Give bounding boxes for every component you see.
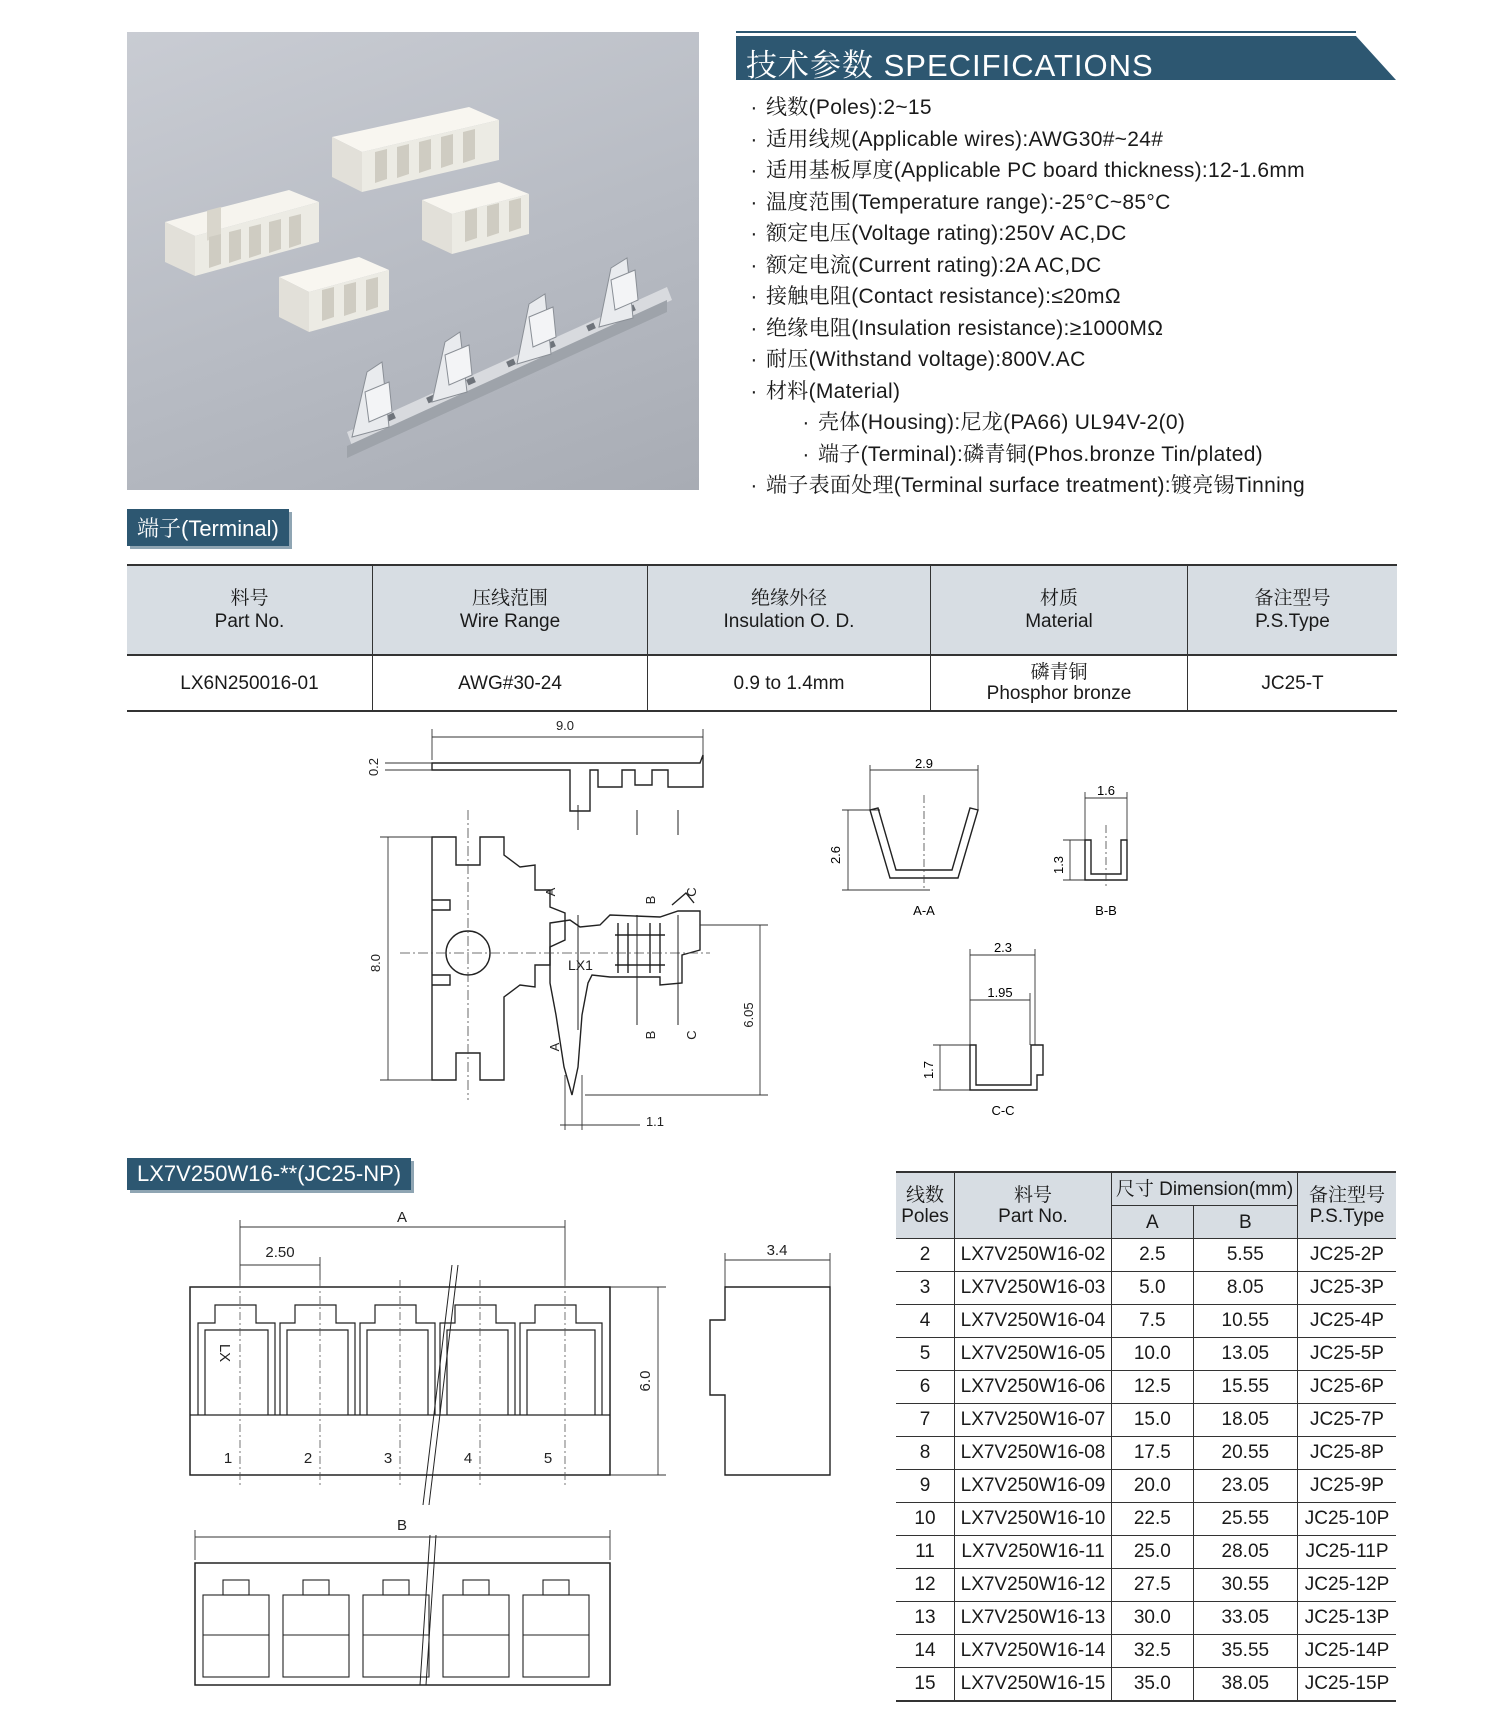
cell-dim-a: 5.0	[1112, 1272, 1194, 1305]
pin-number: 2	[303, 1450, 313, 1467]
pitch-label: 2.50	[265, 1244, 295, 1261]
cell-ps-type: JC25-15P	[1298, 1668, 1397, 1702]
table-row	[127, 655, 1397, 711]
section-aa-drawing	[830, 750, 1000, 920]
cell-part-no: LX7V250W16-14	[955, 1635, 1112, 1668]
header-ps-type: 备注型号 P.S.Type	[1298, 1172, 1397, 1239]
cell-part-no: LX7V250W16-03	[955, 1272, 1112, 1305]
spec-item: · 温度范围(Temperature range):-25°C~85°C	[750, 190, 1171, 214]
spec-item: · 接触电阻(Contact resistance):≤20mΩ	[750, 285, 1121, 308]
cell-dim-a: 12.5	[1112, 1371, 1194, 1404]
table-row	[896, 1404, 1396, 1437]
cell-dim-b: 13.05	[1193, 1338, 1297, 1371]
cell-ps-type: JC25-2P	[1298, 1239, 1397, 1272]
aa-width-label: 2.9	[914, 756, 934, 771]
cell-part-no: LX7V250W16-09	[955, 1470, 1112, 1503]
aa-height-label: 2.6	[828, 845, 843, 865]
cell-ps-type: JC25-7P	[1298, 1404, 1397, 1437]
table-row	[896, 1668, 1396, 1702]
table-row	[896, 1503, 1396, 1536]
table-row	[896, 1470, 1396, 1503]
cell-part-no: LX7V250W16-02	[955, 1239, 1112, 1272]
cell-ps-type: JC25-3P	[1298, 1272, 1397, 1305]
terminal-strip-image	[347, 258, 672, 458]
cell-ps-type: JC25-13P	[1298, 1602, 1397, 1635]
cell-part-no: LX7V250W16-10	[955, 1503, 1112, 1536]
cell-dim-b: 38.05	[1193, 1668, 1297, 1702]
section-b-bottom: B	[643, 1030, 658, 1040]
cell-part-no: LX7V250W16-13	[955, 1602, 1112, 1635]
spec-item: · 绝缘电阻(Insulation resistance):≥1000MΩ	[750, 316, 1164, 340]
cell-dim-b: 5.55	[1193, 1239, 1297, 1272]
dim-b-label: B	[396, 1517, 408, 1534]
cell-dim-b: 25.55	[1193, 1503, 1297, 1536]
housing-side-view	[710, 1287, 830, 1475]
cell-dim-a: 2.5	[1112, 1239, 1194, 1272]
cell-dim-b: 23.05	[1193, 1470, 1297, 1503]
header-ps-type: 备注型号 P.S.Type	[1188, 565, 1398, 655]
table-row	[896, 1569, 1396, 1602]
cell-ps-type: JC25-12P	[1298, 1569, 1397, 1602]
cell-ps-type: JC25-9P	[1298, 1470, 1397, 1503]
table-row	[896, 1338, 1396, 1371]
dim-9-label: 9.0	[555, 718, 575, 733]
section-c-bottom: C	[684, 1030, 699, 1040]
bb-width-label: 1.6	[1096, 783, 1116, 798]
connector-illustration	[127, 32, 699, 490]
header-dimension: 尺寸 Dimension(mm)	[1112, 1172, 1298, 1206]
cell-dim-b: 30.55	[1193, 1569, 1297, 1602]
cell-part-no: LX7V250W16-05	[955, 1338, 1112, 1371]
spec-item: · 材料(Material)	[750, 379, 901, 403]
cell-poles: 5	[896, 1338, 955, 1371]
cell-poles: 10	[896, 1503, 955, 1536]
cc-label: C-C	[991, 1103, 1015, 1118]
table-row	[896, 1272, 1396, 1305]
cell-wire-range: AWG#30-24	[373, 655, 648, 711]
cell-poles: 11	[896, 1536, 955, 1569]
cell-part-no: LX7V250W16-12	[955, 1569, 1112, 1602]
table-row	[896, 1305, 1396, 1338]
spec-subitem: · 端子(Terminal):磷青铜(Phos.bronze Tin/plated)	[802, 442, 1263, 466]
cell-dim-a: 17.5	[1112, 1437, 1194, 1470]
pin-number: 4	[463, 1450, 473, 1467]
cell-dim-b: 15.55	[1193, 1371, 1297, 1404]
cell-dim-b: 20.55	[1193, 1437, 1297, 1470]
housing-section-tag: LX7V250W16-**(JC25-NP)	[127, 1158, 411, 1190]
aa-label: A-A	[913, 903, 935, 918]
cell-ps-type: JC25-6P	[1298, 1371, 1397, 1404]
cell-dim-a: 15.0	[1112, 1404, 1194, 1437]
dim-11-label: 1.1	[645, 1114, 665, 1129]
cell-dim-a: 35.0	[1112, 1668, 1194, 1702]
lx1-label: LX1	[568, 957, 593, 973]
header-part-no: 料号 Part No.	[955, 1172, 1112, 1239]
dim-605-label: 6.05	[741, 1002, 756, 1028]
header-part-no: 料号 Part No.	[127, 565, 373, 655]
table-row	[896, 1536, 1396, 1569]
pin-centerlines	[240, 1280, 565, 1485]
cell-poles: 14	[896, 1635, 955, 1668]
cell-ps-type: JC25-5P	[1298, 1338, 1397, 1371]
cell-poles: 3	[896, 1272, 955, 1305]
cell-dim-b: 33.05	[1193, 1602, 1297, 1635]
header-wire-range: 压线范围 Wire Range	[373, 565, 648, 655]
cc-width-label: 2.3	[993, 940, 1013, 955]
cell-dim-a: 32.5	[1112, 1635, 1194, 1668]
header-b: B	[1193, 1206, 1297, 1239]
cell-poles: 8	[896, 1437, 955, 1470]
section-a-top: A	[543, 887, 558, 897]
pin-number: 5	[543, 1450, 553, 1467]
terminal-drawing	[360, 715, 800, 1135]
header-material: 材质 Material	[931, 565, 1188, 655]
cell-dim-b: 35.55	[1193, 1635, 1297, 1668]
spec-item: · 适用基板厚度(Applicable PC board thickness):12-1.6mm	[750, 159, 1305, 182]
spec-item: · 额定电流(Current rating):2A AC,DC	[750, 253, 1102, 277]
table-row	[896, 1371, 1396, 1404]
cell-ps-type: JC25-T	[1261, 672, 1324, 694]
header-insulation: 绝缘外径 Insulation O. D.	[648, 565, 931, 655]
spec-item: · 线数(Poles):2~15	[750, 96, 932, 119]
dim-a-label: A	[396, 1209, 408, 1226]
cell-ps-type: JC25-8P	[1298, 1437, 1397, 1470]
spec-item: · 适用线规(Applicable wires):AWG30#~24#	[750, 127, 1164, 151]
cell-dim-a: 22.5	[1112, 1503, 1194, 1536]
side-width-label: 3.4	[766, 1242, 788, 1259]
cell-dim-a: 10.0	[1112, 1338, 1194, 1371]
pole-table-body	[896, 1239, 1396, 1702]
cell-poles: 6	[896, 1371, 955, 1404]
cell-part-no: LX7V250W16-04	[955, 1305, 1112, 1338]
specifications-list	[742, 92, 1402, 502]
specifications-title: 技术参数 SPECIFICATIONS	[746, 48, 1154, 83]
dim-8-label: 8.0	[368, 953, 383, 973]
pin-number: 3	[383, 1450, 393, 1467]
cell-ps-type: JC25-10P	[1298, 1503, 1397, 1536]
header-poles: 线数 Poles	[896, 1172, 955, 1239]
dim-h-label: 6.0	[637, 1370, 654, 1392]
cell-poles: 13	[896, 1602, 955, 1635]
section-a-bottom: A	[547, 1042, 562, 1052]
section-bb-drawing	[1051, 780, 1175, 920]
spec-item: · 额定电压(Voltage rating):250V AC,DC	[750, 222, 1127, 245]
cell-part-no: LX6N250016-01	[127, 655, 373, 711]
housing-drawing	[180, 1205, 870, 1705]
table-row	[896, 1635, 1396, 1668]
section-c-top: C	[684, 887, 699, 897]
cell-dim-a: 25.0	[1112, 1536, 1194, 1569]
cell-insulation: 0.9 to 1.4mm	[648, 655, 931, 711]
cell-dim-b: 18.05	[1193, 1404, 1297, 1437]
cc-height-label: 1.7	[921, 1060, 936, 1080]
cell-dim-a: 30.0	[1112, 1602, 1194, 1635]
section-cc-drawing	[915, 935, 1055, 1125]
cell-dim-b: 8.05	[1193, 1272, 1297, 1305]
spec-item: · 耐压(Withstand voltage):800V.AC	[750, 348, 1086, 371]
cell-dim-b: 28.05	[1193, 1536, 1297, 1569]
lx-mark: LX	[216, 1343, 233, 1363]
spec-item: · 端子表面处理(Terminal surface treatment):镀亮锡Tinning	[750, 474, 1306, 497]
cell-part-no: LX7V250W16-06	[955, 1371, 1112, 1404]
cell-poles: 12	[896, 1569, 955, 1602]
header-a: A	[1112, 1206, 1194, 1239]
cell-dim-a: 20.0	[1112, 1470, 1194, 1503]
bb-label: B-B	[1095, 903, 1117, 918]
cell-poles: 7	[896, 1404, 955, 1437]
terminal-table	[127, 564, 1397, 712]
terminal-section-tag: 端子(Terminal)	[127, 509, 289, 546]
pin-number: 1	[223, 1450, 233, 1467]
cell-part-no: LX7V250W16-07	[955, 1404, 1112, 1437]
cell-ps-type: JC25-4P	[1298, 1305, 1397, 1338]
cell-ps-type: JC25-11P	[1298, 1536, 1397, 1569]
cell-part-no: LX7V250W16-08	[955, 1437, 1112, 1470]
table-row	[896, 1239, 1396, 1272]
cell-material: 磷青铜 Phosphor bronze	[931, 655, 1188, 711]
cell-poles: 4	[896, 1305, 955, 1338]
cell-poles: 9	[896, 1470, 955, 1503]
cell-poles: 15	[896, 1668, 955, 1702]
bb-height-label: 1.3	[1051, 855, 1066, 875]
cell-dim-a: 7.5	[1112, 1305, 1194, 1338]
cell-dim-a: 27.5	[1112, 1569, 1194, 1602]
dim-02-label: 0.2	[366, 757, 381, 777]
section-b-top: B	[643, 895, 658, 905]
table-row	[896, 1437, 1396, 1470]
cell-part-no: LX7V250W16-11	[955, 1536, 1112, 1569]
product-photo	[127, 32, 699, 490]
cell-ps-type: JC25-14P	[1298, 1635, 1397, 1668]
housing-dimension-table	[896, 1171, 1396, 1702]
cell-dim-b: 10.55	[1193, 1305, 1297, 1338]
spec-subitem: · 壳体(Housing):尼龙(PA66) UL94V-2(0)	[802, 411, 1186, 434]
cell-part-no: LX7V250W16-15	[955, 1668, 1112, 1702]
specifications-header	[736, 36, 1396, 83]
table-row	[896, 1602, 1396, 1635]
cell-poles: 2	[896, 1239, 955, 1272]
housing-bottom-view	[195, 1563, 610, 1685]
cc-inner-width-label: 1.95	[987, 985, 1013, 1000]
